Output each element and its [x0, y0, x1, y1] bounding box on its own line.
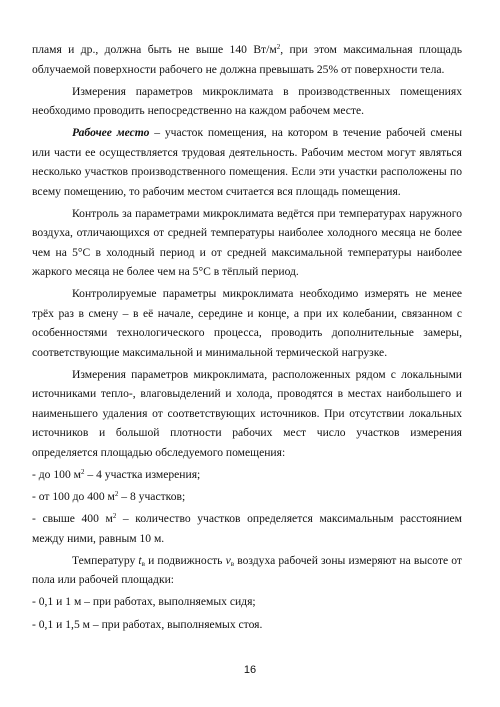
- text-fragment: – 8 участков;: [118, 490, 186, 504]
- paragraph-radiation-limit: [32, 40, 462, 79]
- term-workplace: Рабочее место: [72, 126, 150, 140]
- superscript: 2: [112, 512, 117, 521]
- text-fragment: и подвижность: [144, 553, 226, 567]
- text-fragment: - свыше 400 м: [32, 512, 113, 526]
- symbol-temperature: t: [138, 553, 142, 567]
- text-fragment: – количество участков определяется максимальным расстоянием между ними, равным 10 м.: [32, 512, 462, 545]
- text-fragment: , при этом максимальная площадь облучаемой поверхности рабочего не должна превышать 25% от поверхности тела.: [32, 43, 463, 76]
- list-item: [32, 509, 462, 548]
- subscript: в: [141, 559, 145, 568]
- list-item: - 0,1 и 1 м – при работах, выполняемых сидя;: [32, 595, 256, 609]
- superscript: 2: [80, 468, 85, 477]
- page-number: 16: [243, 664, 257, 676]
- text-fragment: – участок помещения, на котором в течение рабочей смены или части ее осуществляется трудовая деятельность. Рабочим местом могут являться несколько участков производственного помещения. Если эти участки расположены по всему помещению, то рабочим местом считается вся площадь помещения.: [32, 126, 462, 198]
- text-fragment: – 4 участка измерения;: [84, 468, 201, 482]
- subscript: в: [230, 559, 235, 568]
- paragraph-local-sources: Измерения параметров микроклимата, расположенных рядом с локальными источниками тепло-, влаговыделений и холода, проводятся в местах наибольшего и наименьшего удаления от соответствующих источников. При отсутствии локальных источников и большой плотности рабочих мест число участков измерения определяется площадью обследуемого помещения:: [32, 367, 462, 459]
- paragraph-measurement-frequency: Контролируемые параметры микроклимата необходимо измерять не менее трёх раз в смену – в её начале, середине и конце, а при их колебании, связанном с особенностями технологического процесса, проводить дополнительные замеры, соответствующие максимальной и минимальной термической нагрузке.: [32, 287, 462, 359]
- list-item: [32, 487, 462, 507]
- text-fragment: - от 100 до 400 м: [32, 490, 115, 504]
- paragraph-measurement-height: [32, 551, 462, 590]
- text-fragment: - до 100 м: [32, 468, 81, 482]
- superscript: 2: [114, 490, 119, 499]
- symbol-velocity: v: [225, 553, 231, 567]
- list-item: - 0,1 и 1,5 м – при работах, выполняемых стоя.: [32, 617, 263, 631]
- superscript: 2: [276, 43, 281, 51]
- paragraph-measurement-location: Измерения параметров микроклимата в производственных помещениях необходимо проводить непосредственно на каждом рабочем месте.: [32, 84, 462, 118]
- paragraph-control-conditions: Контроль за параметрами микроклимата ведётся при температурах наружного воздуха, отличающихся от средней температуры наиболее холодного месяца не более чем на 5°С в холодный период и от средней максимальной температуры наиболее жаркого месяца не более чем на 5°С в тёплый период.: [32, 206, 462, 279]
- text-fragment: Температуру: [72, 553, 139, 567]
- text-fragment: воздуха рабочей зоны измеряют на высоте от пола или рабочей площадки:: [32, 553, 463, 587]
- page-body: [32, 40, 462, 637]
- list-item: [32, 465, 462, 485]
- text-fragment: пламя и др., должна быть не выше 140 Вт/м: [32, 43, 277, 56]
- paragraph-workplace-definition: [32, 123, 462, 201]
